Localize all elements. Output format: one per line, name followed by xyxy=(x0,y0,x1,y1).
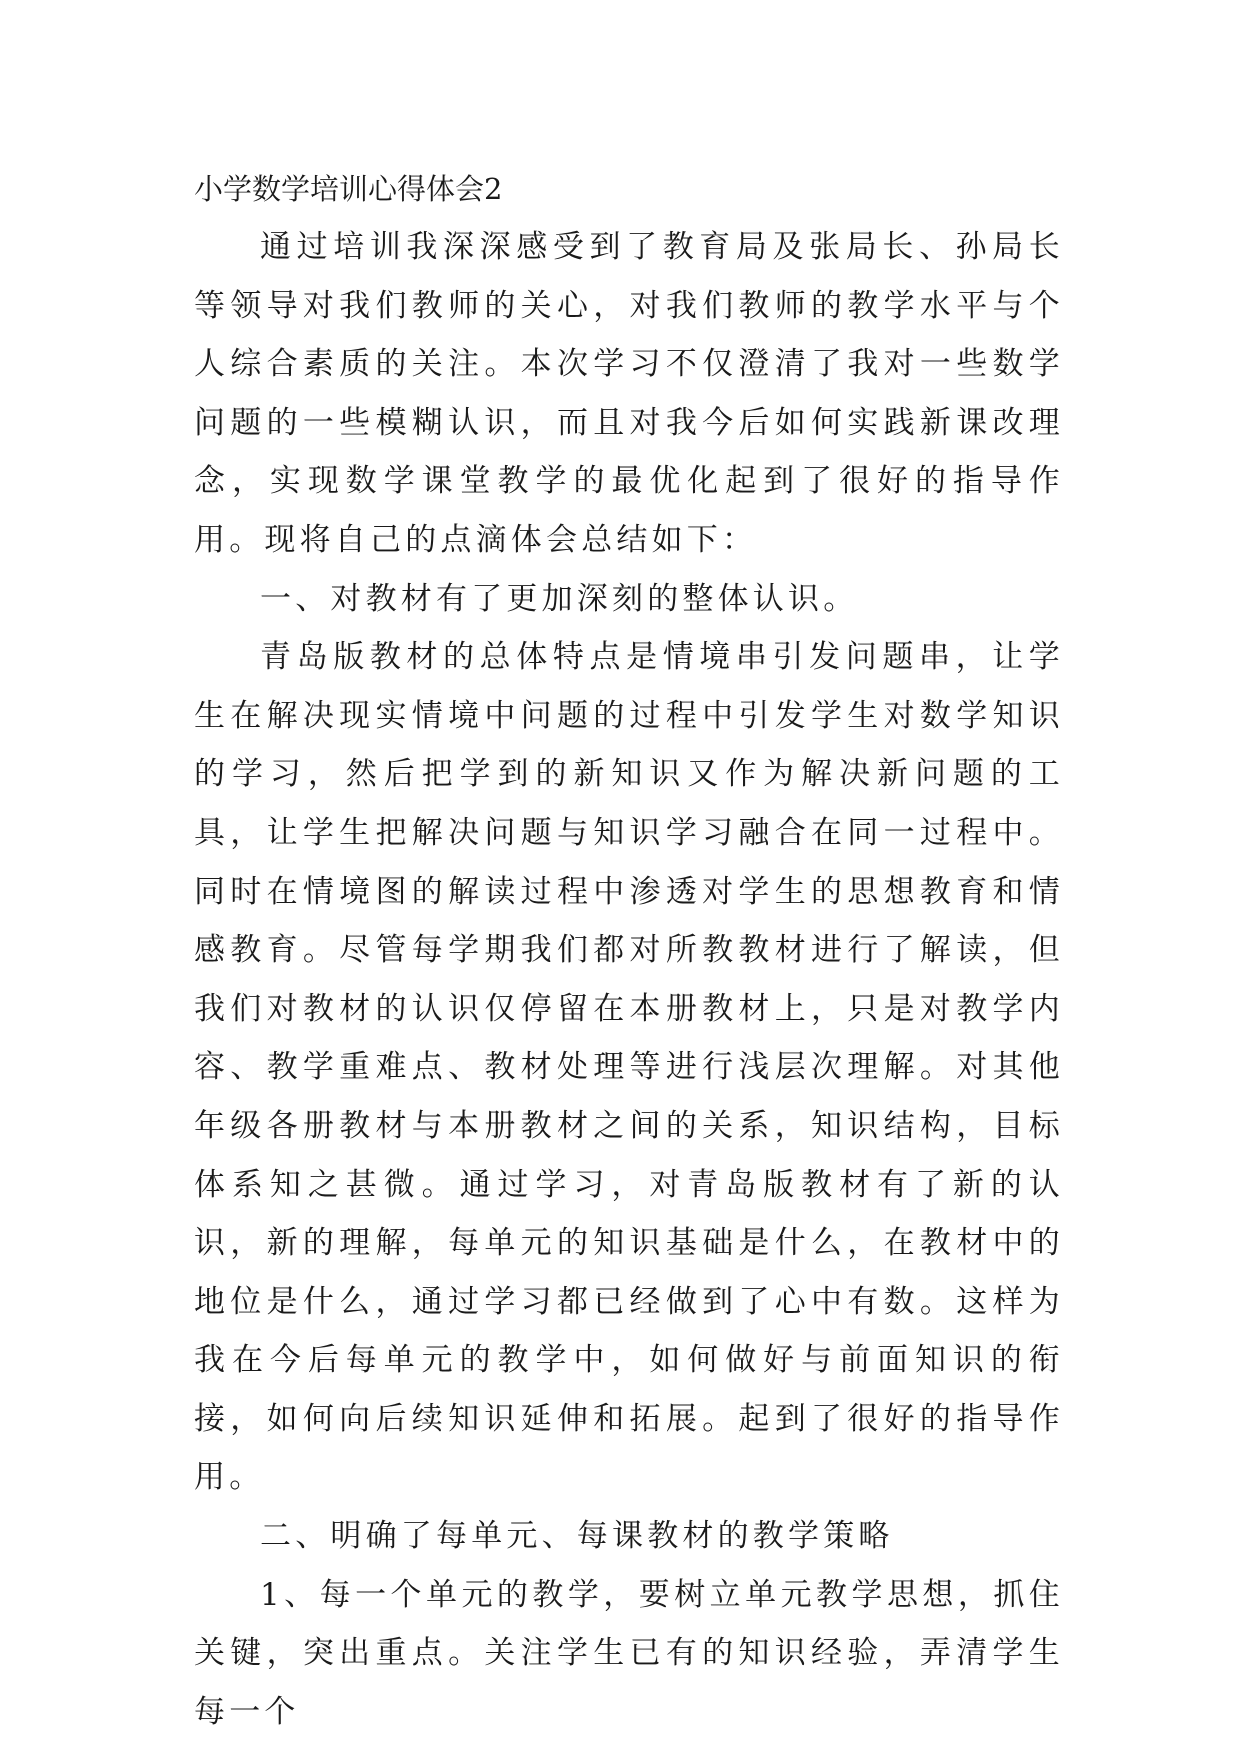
section-heading-2: 二、明确了每单元、每课教材的教学策略 xyxy=(260,1518,894,1555)
section-2-paragraph: 1、每一个单元的教学，要树立单元教学思想，抓住关键，突出重点。关注学生已有的知识经验，弄清学生每一个 xyxy=(194,1576,1064,1730)
section-1-paragraph: 青岛版教材的总体特点是情境串引发问题串，让学生在解决现实情境中问题的过程中引发学生对数学知识的学习，然后把学到的新知识又作为解决新问题的工具，让学生把解决问题与知识学习融合在同一过程中。同时在情境图的解读过程中渗透对学生的思想教育和情感教育。尽管每学期我们都对所教教材进行了解读，但我们对教材的认识仅停留在本册教材上，只是对教学内容、教学重难点、教材处理等进行浅层次理解。对其他年级各册教材与本册教材之间的关系，知识结构，目标体系知之甚微。通过学习，对青岛版教材有了新的认识，新的理解，每单元的知识基础是什么，在教材中的地位是什么，通过学习都已经做到了心中有数。这样为我在今后每单元的教学中，如何做好与前面知识的衔接，如何向后续知识延伸和拓展。起到了很好的指导作用。 xyxy=(194,639,1064,1496)
document-content xyxy=(194,160,1064,1741)
intro-paragraph: 通过培训我深深感受到了教育局及张局长、孙局长等领导对我们教师的关心，对我们教师的教学水平与个人综合素质的关注。本次学习不仅澄清了我对一些数学问题的一些模糊认识，而且对我今后如何实践新课改理念，实现数学课堂教学的最优化起到了很好的指导作用。现将自己的点滴体会总结如下： xyxy=(194,229,1064,558)
document-title: 小学数学培训心得体会2 xyxy=(194,172,503,206)
section-heading-1: 一、对教材有了更加深刻的整体认识。 xyxy=(260,580,859,617)
